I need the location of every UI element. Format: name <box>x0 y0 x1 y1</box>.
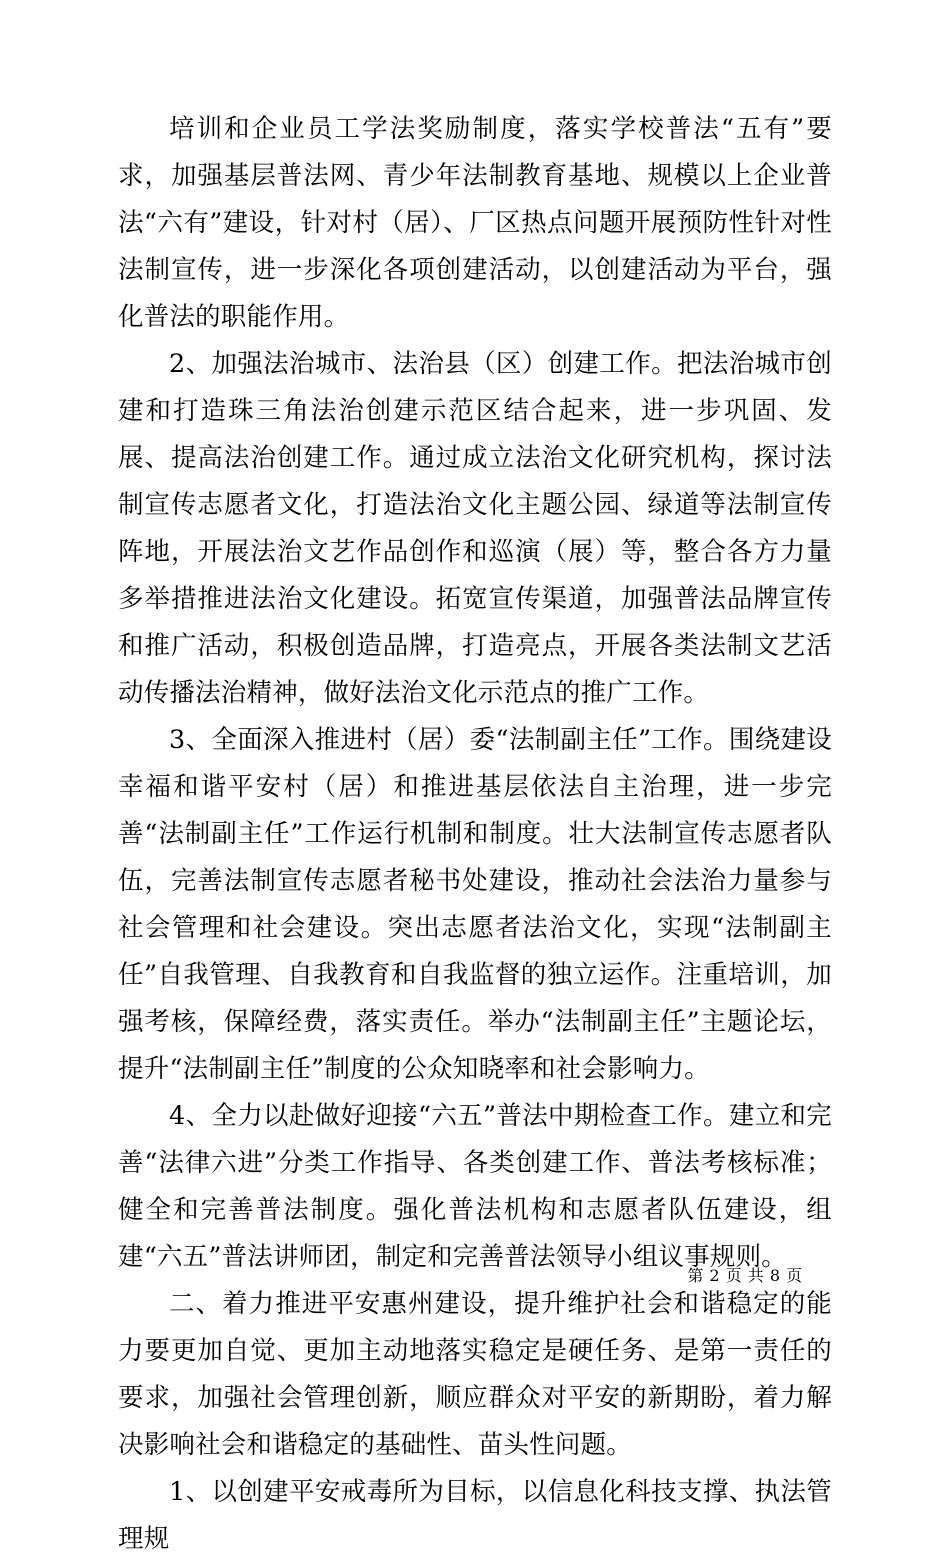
paragraph: 二、着力推进平安惠州建设，提升维护社会和谐稳定的能力要更加自觉、更加主动地落实稳定是硬任务、是第一责任的要求，加强社会管理创新，顺应群众对平安的新期盼，着力解决影响社会和谐稳定的基础性、苗头性问题。 <box>118 1289 832 1460</box>
page-number: 第 2 页 共 8 页 <box>687 1266 803 1285</box>
paragraph: 1、以创建平安戒毒所为目标，以信息化科技支撑、执法管理规 <box>118 1477 832 1554</box>
document-body <box>118 106 832 1563</box>
paragraph: 培训和企业员工学法奖励制度，落实学校普法“五有”要求，加强基层普法网、青少年法制教育基地、规模以上企业普法“六有”建设，针对村（居）、厂区热点问题开展预防性针对性法制宣传，进一步深化各项创建活动，以创建活动为平台，强化普法的职能作用。 <box>118 114 832 332</box>
page-footer <box>0 1263 950 1286</box>
paragraph: 2、加强法治城市、法治县（区）创建工作。把法治城市创建和打造珠三角法治创建示范区结合起来，进一步巩固、发展、提高法治创建工作。通过成立法治文化研究机构，探讨法制宣传志愿者文化，打造法治文化主题公园、绿道等法制宣传阵地，开展法治文艺作品创作和巡演（展）等，整合各方力量多举措推进法治文化建设。拓宽宣传渠道，加强普法品牌宣传和推广活动，积极创造品牌，打造亮点，开展各类法制文艺活动传播法治精神，做好法治文化示范点的推广工作。 <box>118 349 832 708</box>
paragraph: 4、全力以赴做好迎接“六五”普法中期检查工作。建立和完善“法律六进”分类工作指导、各类创建工作、普法考核标准；健全和完善普法制度。强化普法机构和志愿者队伍建设，组建“六五”普法讲师团，制定和完善普法领导小组议事规则。 <box>118 1101 832 1272</box>
paragraph: 3、全面深入推进村（居）委“法制副主任”工作。围绕建设幸福和谐平安村（居）和推进基层依法自主治理，进一步完善“法制副主任”工作运行机制和制度。壮大法制宣传志愿者队伍，完善法制宣传志愿者秘书处建设，推动社会法治力量参与社会管理和社会建设。突出志愿者法治文化，实现“法制副主任”自我管理、自我教育和自我监督的独立运作。注重培训，加强考核，保障经费，落实责任。举办“法制副主任”主题论坛，提升“法制副主任”制度的公众知晓率和社会影响力。 <box>118 725 832 1084</box>
